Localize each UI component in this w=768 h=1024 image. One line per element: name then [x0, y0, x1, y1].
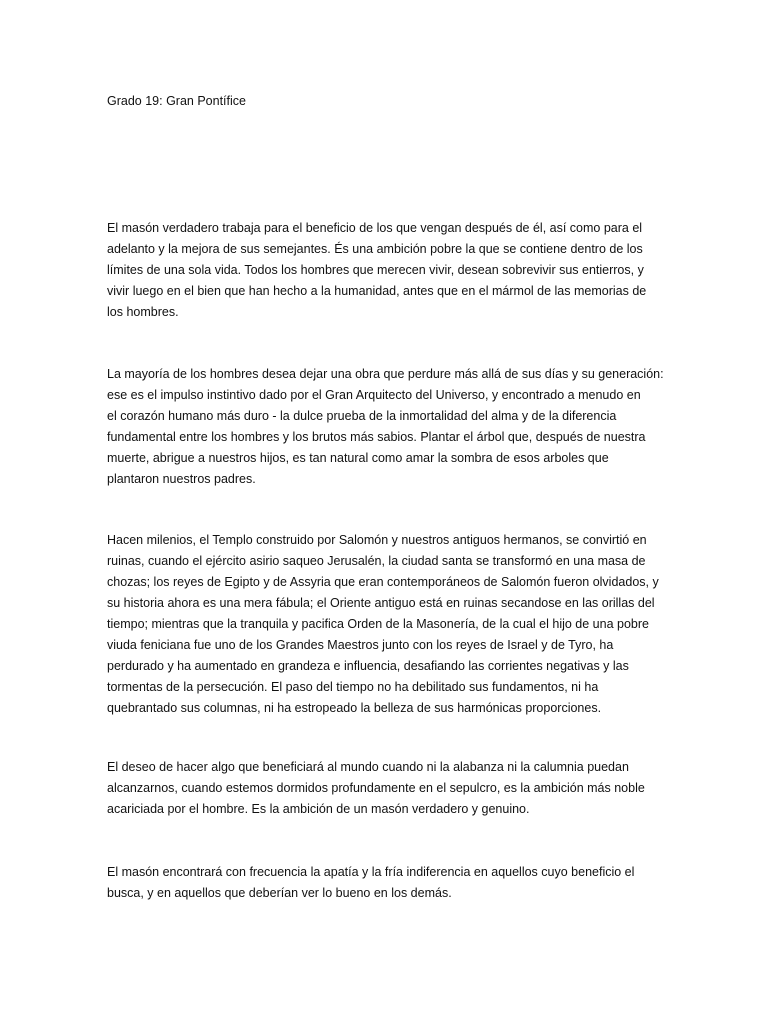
- text-line: El masón verdadero trabaja para el beneficio de los que vengan después de él, así como para el: [107, 221, 643, 235]
- text-line: el corazón humano más duro - la dulce prueba de la inmortalidad del alma y de la diferencia: [107, 409, 617, 423]
- text-line: alcanzarnos, cuando estemos dormidos profundamente en el sepulcro, es la ambición más noble: [107, 781, 645, 795]
- text-line: su historia ahora es una mera fábula; el Oriente antiguo está en ruinas secandose en las orillas del: [107, 596, 655, 610]
- text-line: los hombres.: [107, 305, 179, 319]
- paragraph: [107, 862, 667, 904]
- text-line: viuda feniciana fue uno de los Grandes Maestros junto con los reyes de Israel y de Tyro, ha: [107, 638, 614, 652]
- text-line: tormentas de la persecución. El paso del tiempo no ha debilitado sus fundamentos, ni ha: [107, 680, 599, 694]
- text-line: busca, y en aquellos que deberían ver lo bueno en los demás.: [107, 886, 452, 900]
- text-line: límites de una sola vida. Todos los hombres que merecen vivir, desean sobrevivir sus entierros, y: [107, 263, 644, 277]
- paragraph: [107, 757, 667, 820]
- text-line: La mayoría de los hombres desea dejar una obra que perdure más allá de sus días y su generación:: [107, 367, 664, 381]
- text-line: ruinas, cuando el ejército asirio saqueo Jerusalén, la ciudad santa se transformó en una masa de: [107, 554, 646, 568]
- text-line: adelanto y la mejora de sus semejantes. És una ambición pobre la que se contiene dentro de los: [107, 242, 643, 256]
- text-line: El deseo de hacer algo que beneficiará al mundo cuando ni la alabanza ni la calumnia puedan: [107, 760, 629, 774]
- text-line: Hacen milenios, el Templo construido por Salomón y nuestros antiguos hermanos, se convirtió en: [107, 533, 647, 547]
- text-line: muerte, abrigue a nuestros hijos, es tan natural como amar la sombra de esos arboles que: [107, 451, 609, 465]
- text-line: quebrantado sus columnas, ni ha estropeado la belleza de sus harmónicas proporciones.: [107, 701, 602, 715]
- paragraph: [107, 530, 667, 719]
- text-line: acariciada por el hombre. Es la ambición de un masón verdadero y genuino.: [107, 802, 530, 816]
- text-line: chozas; los reyes de Egipto y de Assyria que eran contemporáneos de Salomón fueron olvidados, y: [107, 575, 659, 589]
- document-title: Grado 19: Gran Pontífice: [107, 94, 246, 108]
- text-line: El masón encontrará con frecuencia la apatía y la fría indiferencia en aquellos cuyo beneficio el: [107, 865, 635, 879]
- text-line: plantaron nuestros padres.: [107, 472, 256, 486]
- text-line: fundamental entre los hombres y los brutos más sabios. Plantar el árbol que, después de nuestra: [107, 430, 646, 444]
- text-line: perdurado y ha aumentado en grandeza e influencia, desafiando las corrientes negativas y las: [107, 659, 629, 673]
- text-line: vivir luego en el bien que han hecho a la humanidad, antes que en el mármol de las memorias de: [107, 284, 647, 298]
- text-line: ese es el impulso instintivo dado por el Gran Arquitecto del Universo, y encontrado a menudo en: [107, 388, 641, 402]
- text-line: tiempo; mientras que la tranquila y pacifica Orden de la Masonería, de la cual el hijo de una pobre: [107, 617, 649, 631]
- paragraph: [107, 364, 667, 490]
- paragraph: [107, 218, 667, 323]
